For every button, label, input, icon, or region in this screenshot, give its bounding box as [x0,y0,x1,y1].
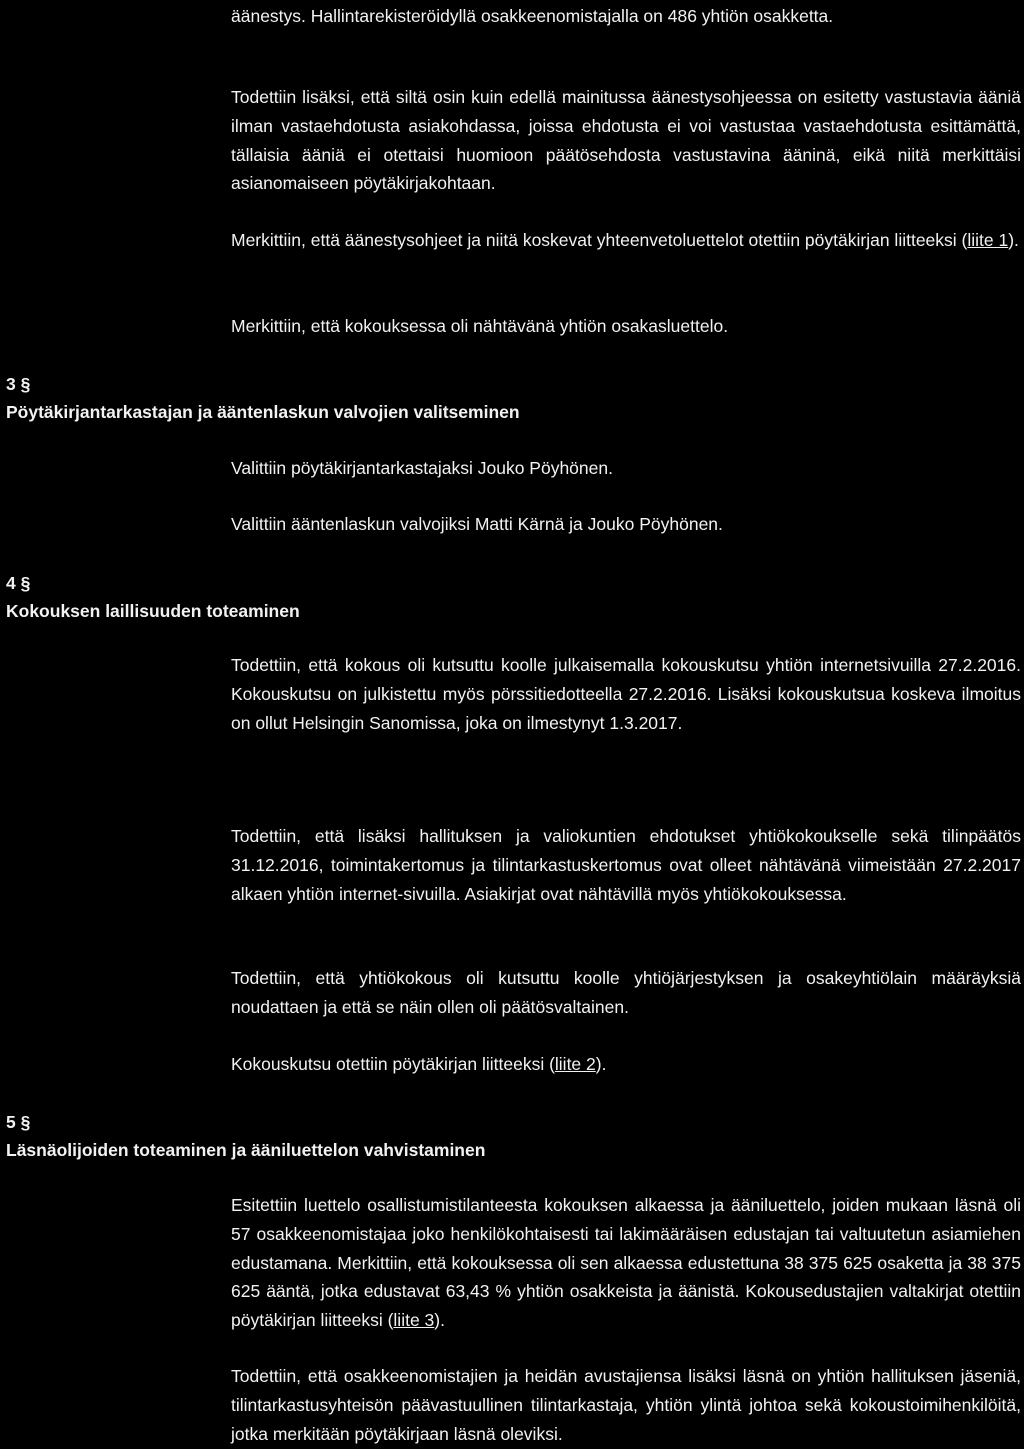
paragraph-text: Kokouskutsu otettiin pöytäkirjan liitteeksi ( [231,1054,555,1074]
paragraph-opposing-votes: Todettiin lisäksi, että siltä osin kuin edellä mainitussa äänestysohjeessa on esitetty vastustavia ääniä ilman vastaehdotusta asiakohdassa, joissa ehdotusta ei voi vastustaa vastaehdotusta esittämättä, tällaisia ääniä ei otettaisi huomioon päätösehdosta vastustavina ääninä, eikä niitä merkittäisi asianomaiseen pöytäkirjakohtaan. [231,87,1021,194]
section-title-5: Läsnäolijoiden toteaminen ja ääniluettelon vahvistaminen [6,1140,486,1160]
paragraph-text: ). [434,1310,445,1331]
paragraph-meeting-invitation: Todettiin, että kokous oli kutsuttu koolle julkaisemalla kokouskutsu yhtiön internetsivuilla 27.2.2016. Kokouskutsu on julkistettu myös pörssitiedotteella 27.2.2016. Lisäksi kokouskutsua koskeva ilmoitus on ollut Helsingin Sanomissa, joka on ilmestynyt 1.3.2017. [231,655,1021,733]
section-title-3: Pöytäkirjantarkastajan ja ääntenlaskun valvojien valitseminen [6,402,520,422]
section-number-4: 4 § [6,573,31,593]
paragraph-proposals-available: Todettiin, että lisäksi hallituksen ja valiokuntien ehdotukset yhtiökokoukselle sekä tilinpäätös 31.12.2016, toimintakertomus ja tilintarkastuskertomus ovat olleet nähtävänä viimeistään 27.2.2017 alkaen yhtiön internet-sivuilla. Asiakirjat ovat nähtävillä myös yhtiökokouksessa. [231,826,1021,904]
paragraph-others-present: Todettiin, että osakkeenomistajien ja heidän avustajiensa lisäksi läsnä on yhtiön hallituksen jäseniä, tilintarkastusyhteisön päävastuullinen tilintarkastaja, yhtiön ylintä johtoa sekä kokoustoimihenkilöitä, jotka merkitään pöytäkirjaan läsnä oleviksi. [231,1366,1021,1444]
paragraph-attendance-list [231,1191,1021,1335]
paragraph-vote-counters: Valittiin ääntenlaskun valvojiksi Matti Kärnä ja Jouko Pöyhönen. [231,514,723,534]
paragraph-voting-instructions [231,226,1021,255]
section-title-4: Kokouksen laillisuuden toteaminen [6,601,300,621]
paragraph-shareholder-shares: äänestys. Hallintarekisteröidyllä osakkeenomistajalla on 486 yhtiön osakketta. [231,6,834,26]
paragraph-text: Merkittiin, että äänestysohjeet ja niitä koskevat yhteenvetoluettelot otettiin pöytäkirjan liitteeksi ( [231,230,968,250]
section-number-5: 5 § [6,1112,31,1132]
paragraph-text: Esitettiin luettelo osallistumistilanteesta kokouksen alkaessa ja ääniluettelo, joiden mukaan läsnä oli 57 osakkeenomistajaa joko henkilökohtaisesti tai lakimääräisen edustajan tai valtuutetun asiamiehen edustamana. Merkittiin, että kokouksessa oli sen alkaessa edustettuna 38 375 625 osaketta ja 38 375 625 ääntä, jotka edustavat 63,43 % yhtiön osakkeista ja äänistä. Kokousedustajien valtakirjat otettiin pöytäkirjan liitteeksi ( [231,1195,1021,1331]
paragraph-text: ). [595,1054,607,1074]
paragraph-invitation-attachment [231,1050,1021,1079]
attachment-link-2[interactable]: liite 2 [554,1054,596,1074]
paragraph-shareholder-list: Merkittiin, että kokouksessa oli nähtävänä yhtiön osakasluettelo. [231,316,729,336]
paragraph-text: ). [1008,230,1019,250]
paragraph-minutes-checker: Valittiin pöytäkirjantarkastajaksi Jouko Pöyhönen. [231,458,613,478]
section-number-3: 3 § [6,374,31,394]
attachment-link-1[interactable]: liite 1 [967,230,1009,250]
paragraph-quorum: Todettiin, että yhtiökokous oli kutsuttu koolle yhtiöjärjestyksen ja osakeyhtiölain määräyksiä noudattaen ja että se näin ollen oli päätösvaltainen. [231,968,1021,1017]
attachment-link-3[interactable]: liite 3 [393,1310,435,1331]
